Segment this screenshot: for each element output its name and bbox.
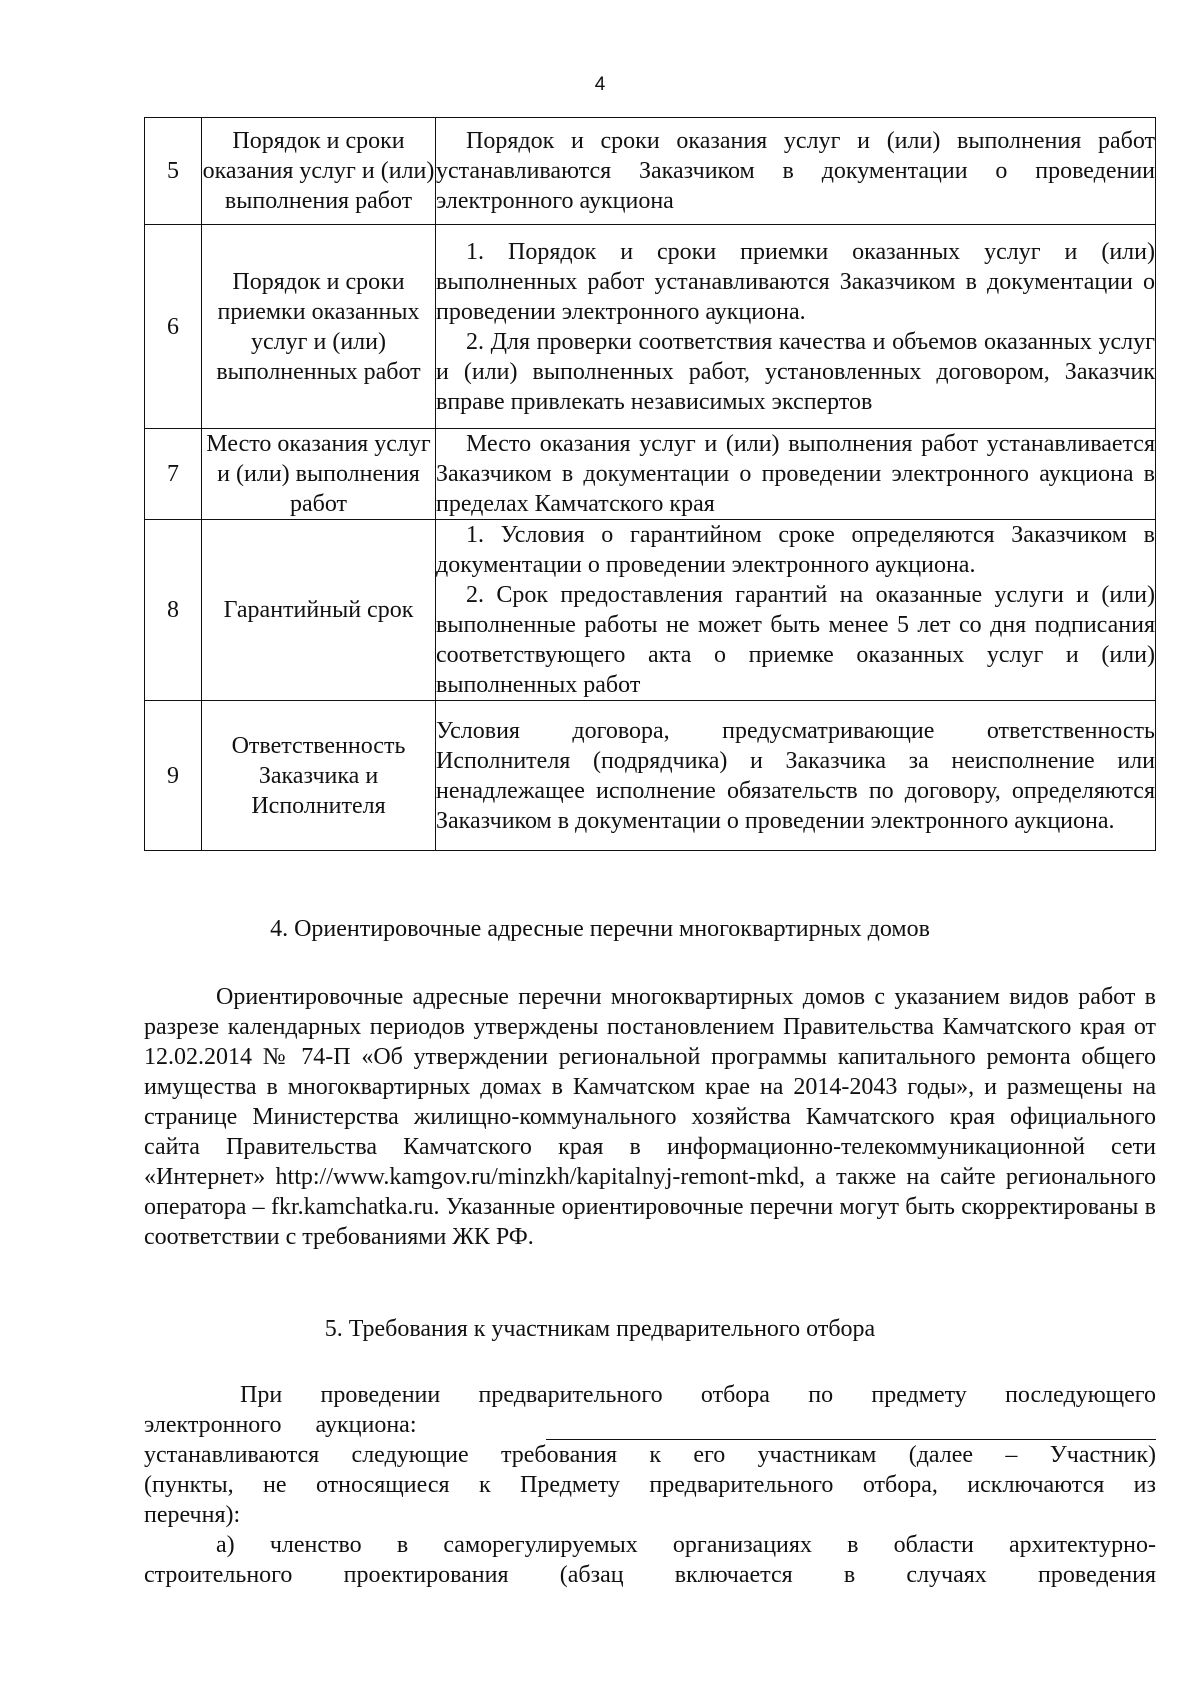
text-line: перечня): xyxy=(144,1502,241,1528)
row-number: 9 xyxy=(145,701,202,851)
table-row xyxy=(145,520,1156,701)
row-title: Порядок и сроки оказания услуг и (или) выполнения работ xyxy=(202,118,436,225)
row-title: Порядок и сроки приемки оказанных услуг и (или) выполненных работ xyxy=(202,225,436,429)
table-row xyxy=(145,225,1156,429)
table-row xyxy=(145,429,1156,520)
row-title: Ответственность Заказчика и Исполнителя xyxy=(202,701,436,851)
row-paragraph: Условия договора, предусматривающие ответственность Исполнителя (подрядчика) и Заказчика за неисполнение или ненадлежащее исполнение обязательств по договору, определяются Заказчиком в документации о проведении электронного аукциона. xyxy=(436,717,1155,834)
section-4-heading: 4. Ориентировочные адресные перечни многоквартирных домов xyxy=(270,916,930,942)
row-paragraph: 2. Срок предоставления гарантий на оказанные услуги и (или) выполненные работы не может быть менее 5 лет со дня подписания соответствующего акта о приемке оказанных услуг и (или) выполненных работ xyxy=(436,582,1155,698)
text-line-label: электронного аукциона: xyxy=(144,1412,417,1438)
text-line: строительного проектирования (абзац включается в случаях проведения xyxy=(144,1562,1156,1588)
row-content xyxy=(436,429,1156,520)
row-title: Гарантийный срок xyxy=(202,520,436,701)
row-number: 7 xyxy=(145,429,202,520)
text-line: устанавливаются следующие требования к его участникам (далее – Участник) xyxy=(144,1442,1156,1468)
section-5-heading: 5. Требования к участникам предварительного отбора xyxy=(324,1316,876,1342)
row-title: Место оказания услуг и (или) выполнения работ xyxy=(202,429,436,520)
row-paragraph: 2. Для проверки соответствия качества и объемов оказанных услуг и (или) выполненных работ, установленных договором, Заказчик вправе привлекать независимых экспертов xyxy=(436,328,1155,415)
row-number: 5 xyxy=(145,118,202,225)
row-paragraph: 1. Порядок и сроки приемки оказанных услуг и (или) выполненных работ устанавливаются Заказчиком в документации о проведении электронного аукциона. xyxy=(436,238,1155,325)
table-row xyxy=(145,701,1156,851)
row-content xyxy=(436,118,1156,225)
row-number: 6 xyxy=(145,225,202,429)
row-paragraph: Место оказания услуг и (или) выполнения работ устанавливается Заказчиком в документации о проведении электронного аукциона в пределах Камчатского края xyxy=(436,431,1155,517)
row-number: 8 xyxy=(145,520,202,701)
fill-in-blank[interactable] xyxy=(546,1417,1156,1440)
text-line: При проведении предварительного отбора по предмету последующего xyxy=(240,1382,1156,1408)
row-content xyxy=(436,520,1156,701)
text-line: (пункты, не относящиеся к Предмету предварительного отбора, исключаются из xyxy=(144,1472,1156,1498)
row-content xyxy=(436,225,1156,429)
row-content xyxy=(436,701,1156,851)
section-5-body xyxy=(144,1380,1156,1590)
section-4-paragraph: Ориентировочные адресные перечни многоквартирных домов с указанием видов работ в разрезе календарных периодов утверждены постановлением Правительства Камчатского края от 12.02.2014 № 74-П «Об утверждении региональной программы капитального ремонта общего имущества в многоквартирных домах в Камчатском крае на 2014-2043 годы», и размещены на странице Министерства жилищно-коммунального хозяйства Камчатского края официального сайта Правительства Камчатского края в информационно-телекоммуникационной сети «Интернет» http://www.kamgov.ru/minzkh/kapitalnyj-remont-mkd, а также на сайте регионального оператора – fkr.kamchatka.ru. Указанные ориентировочные перечни могут быть скорректированы в соответствии с требованиями ЖК РФ. xyxy=(144,984,1156,1250)
text-line xyxy=(144,1410,1156,1440)
row-paragraph: 1. Условия о гарантийном сроке определяются Заказчиком в документации о проведении электронного аукциона. xyxy=(436,522,1155,578)
text-line: а) членство в саморегулируемых организациях в области архитектурно- xyxy=(216,1532,1156,1558)
page-number: 4 xyxy=(594,74,606,95)
row-paragraph: Порядок и сроки оказания услуг и (или) выполнения работ устанавливаются Заказчиком в документации о проведении электронного аукциона xyxy=(436,128,1155,214)
requirements-table xyxy=(144,117,1156,851)
table-row xyxy=(145,118,1156,225)
